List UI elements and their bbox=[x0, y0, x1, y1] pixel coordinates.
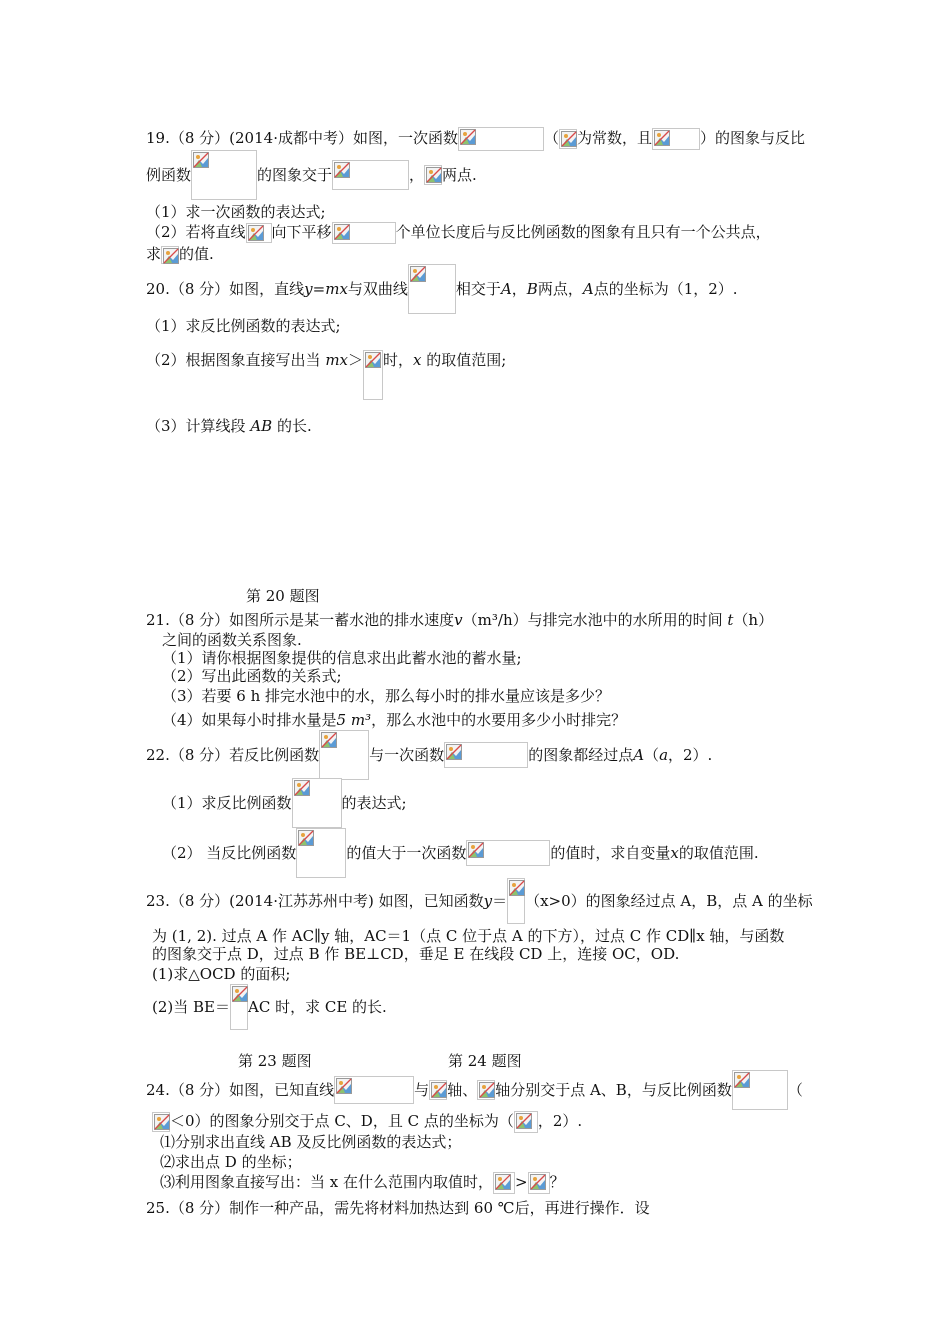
q24-text: ⑶利用图象直接写出：当 x 在什么范围内取值时， bbox=[160, 1173, 493, 1191]
q20-text: ， bbox=[511, 280, 527, 298]
q20-eq: y=mx bbox=[304, 280, 348, 298]
q24-text: （ bbox=[787, 1081, 803, 1099]
q20-text: 相交于 bbox=[455, 280, 501, 298]
q23-line1 bbox=[146, 878, 813, 924]
q19-text: （ bbox=[543, 129, 559, 147]
q19-text: 求 bbox=[146, 245, 162, 263]
q20-var: x bbox=[413, 351, 422, 369]
q23-text: （x>0）的图象经过点 A，B，点 A 的坐标 bbox=[525, 892, 813, 910]
formula-image bbox=[514, 1111, 538, 1133]
q23-line2: 为 (1, 2). 过点 A 作 AC∥y 轴，AC＝1（点 C 位于点 A 的下方），过点 C 作 CD∥x 轴，与函数 bbox=[152, 927, 785, 945]
q22-text: 的表达式; bbox=[341, 794, 407, 812]
broken-image-icon bbox=[426, 167, 442, 183]
q19-line1 bbox=[146, 127, 805, 151]
q24-text: 轴分别交于点 A、B，与反比例函数 bbox=[495, 1081, 732, 1099]
q22-var: x bbox=[670, 844, 679, 862]
q19-text: 向下平移 bbox=[271, 223, 332, 241]
broken-image-icon bbox=[154, 1114, 170, 1130]
formula-image bbox=[732, 1070, 788, 1110]
q20-text: ＞ bbox=[348, 351, 364, 369]
formula-image bbox=[334, 1076, 414, 1104]
q20-part1: （1）求反比例函数的表达式; bbox=[146, 317, 341, 335]
q19-part1: （1）求一次函数的表达式; bbox=[146, 203, 326, 221]
q22-var: A bbox=[633, 746, 645, 764]
q22-text: （1）求反比例函数 bbox=[162, 794, 292, 812]
q24-part1: ⑴分别求出直线 AB 及反比例函数的表达式； bbox=[160, 1133, 462, 1151]
q21-var: v bbox=[454, 611, 463, 629]
formula-image bbox=[458, 127, 544, 151]
q24-text: ，2）. bbox=[537, 1112, 583, 1130]
formula-image bbox=[191, 150, 257, 200]
broken-image-icon bbox=[561, 131, 577, 147]
formula-image bbox=[319, 730, 369, 780]
broken-image-icon bbox=[334, 224, 350, 240]
broken-image-icon bbox=[294, 780, 310, 796]
figure-caption: 第 20 题图 bbox=[246, 587, 320, 605]
q24-text: 24.（8 分）如图，已知直线 bbox=[146, 1081, 335, 1099]
q24-line2 bbox=[152, 1111, 582, 1133]
formula-image bbox=[466, 840, 550, 866]
q22-var: a bbox=[659, 746, 669, 764]
broken-image-icon bbox=[248, 225, 264, 241]
q21-text: （4）如果每小时排水量是 bbox=[162, 711, 337, 729]
formula-image bbox=[493, 1172, 515, 1194]
broken-image-icon bbox=[431, 1082, 447, 1098]
q19-part2 bbox=[146, 222, 771, 244]
broken-image-icon bbox=[334, 162, 350, 178]
q20-text: 的取值范围; bbox=[421, 351, 507, 369]
q23-text: ＝ bbox=[492, 892, 508, 910]
q20-var: B bbox=[526, 280, 538, 298]
q19-text: ）的图象与反比 bbox=[700, 129, 806, 147]
q23-text: AC 时，求 CE 的长. bbox=[248, 998, 387, 1016]
q22-text: 与一次函数 bbox=[369, 746, 445, 764]
formula-image bbox=[652, 128, 700, 150]
broken-image-icon bbox=[410, 266, 426, 282]
q20-var: A bbox=[582, 280, 594, 298]
q23-part1: (1)求△OCD 的面积; bbox=[152, 965, 291, 983]
q19-line2 bbox=[146, 150, 477, 200]
q20-text: （2）根据图象直接写出当 bbox=[146, 351, 326, 369]
formula-image bbox=[246, 223, 272, 243]
q19-text: ， bbox=[409, 166, 425, 184]
q20-part2 bbox=[146, 350, 506, 400]
formula-image bbox=[559, 129, 577, 149]
q22-part2 bbox=[162, 828, 759, 878]
q20-text: 时， bbox=[383, 351, 414, 369]
q21-line2: 之间的函数关系图象. bbox=[162, 631, 302, 649]
q19-text: 个单位长度后与反比例函数的图象有且只有一个公共点， bbox=[395, 223, 771, 241]
q19-text: 的值. bbox=[179, 245, 214, 263]
broken-image-icon bbox=[509, 880, 525, 896]
formula-image bbox=[332, 222, 396, 244]
formula-image bbox=[424, 165, 442, 185]
q24-text: > bbox=[515, 1173, 528, 1191]
q21-part1: （1）请你根据图象提供的信息求出此蓄水池的蓄水量; bbox=[162, 649, 522, 667]
q23-text: (2)当 BE＝ bbox=[152, 998, 230, 1016]
broken-image-icon bbox=[479, 1082, 495, 1098]
q22-text: 22.（8 分）若反比例函数 bbox=[146, 746, 320, 764]
q20-part3 bbox=[146, 416, 312, 436]
formula-image bbox=[363, 350, 383, 400]
formula-image bbox=[408, 264, 456, 314]
broken-image-icon bbox=[365, 352, 381, 368]
broken-image-icon bbox=[321, 732, 337, 748]
q20-text: 20.（8 分）如图，直线 bbox=[146, 280, 305, 298]
formula-image bbox=[444, 742, 528, 768]
formula-image bbox=[152, 1112, 170, 1132]
q20-text: 点的坐标为（1，2）. bbox=[593, 280, 738, 298]
q21-text: ，那么水池中的水要用多少小时排完？ bbox=[371, 711, 627, 729]
formula-image bbox=[507, 878, 525, 924]
q23-text: 23.（8 分）(2014·江苏苏州中考) 如图，已知函数 bbox=[146, 892, 484, 910]
formula-image bbox=[332, 160, 409, 190]
q22-line1 bbox=[146, 730, 712, 780]
q22-text: ，2）. bbox=[668, 746, 713, 764]
q19-text: 为常数，且 bbox=[576, 129, 652, 147]
formula-image bbox=[292, 778, 342, 828]
q21-line1 bbox=[146, 610, 773, 630]
q21-text: （h） bbox=[733, 611, 774, 629]
q22-text: 的值大于一次函数 bbox=[346, 844, 467, 862]
broken-image-icon bbox=[163, 248, 179, 264]
q23-line3: 的图象交于点 D，过点 B 作 BE⊥CD，垂足 E 在线段 CD 上，连接 OC，OD. bbox=[152, 945, 680, 963]
q20-line1 bbox=[146, 264, 738, 314]
q25-line1: 25.（8 分）制作一种产品，需先将材料加热达到 60 ℃后，再进行操作．设 bbox=[146, 1199, 650, 1217]
figure-caption: 第 24 题图 bbox=[448, 1052, 522, 1070]
q21-text: 21.（8 分）如图所示是某一蓄水池的排水速度 bbox=[146, 611, 455, 629]
q21-part2: （2）写出此函数的关系式; bbox=[162, 667, 342, 685]
q22-text: （ bbox=[644, 746, 660, 764]
q24-text: ＜0）的图象分别交于点 C、D，且 C 点的坐标为（ bbox=[170, 1112, 514, 1130]
q21-var: t bbox=[727, 611, 734, 629]
q24-text: 与 bbox=[414, 1081, 430, 1099]
q20-var: AB bbox=[250, 417, 273, 435]
q20-text: 两点， bbox=[537, 280, 583, 298]
q23-var: y bbox=[483, 892, 493, 910]
q22-text: （2） 当反比例函数 bbox=[162, 844, 297, 862]
broken-image-icon bbox=[298, 830, 314, 846]
broken-image-icon bbox=[232, 986, 248, 1002]
broken-image-icon bbox=[336, 1078, 352, 1094]
formula-image bbox=[230, 984, 248, 1030]
q22-part1 bbox=[162, 778, 407, 828]
formula-image bbox=[429, 1080, 447, 1100]
q19-text: 例函数 bbox=[146, 166, 192, 184]
q24-text: 轴、 bbox=[447, 1081, 478, 1099]
broken-image-icon bbox=[495, 1174, 511, 1190]
broken-image-icon bbox=[446, 744, 462, 760]
q22-text: 的值时，求自变量 bbox=[550, 844, 671, 862]
q20-var: A bbox=[500, 280, 512, 298]
q19-text: （2）若将直线 bbox=[146, 223, 246, 241]
broken-image-icon bbox=[530, 1174, 546, 1190]
broken-image-icon bbox=[654, 130, 670, 146]
q21-unit: （m³/h） bbox=[462, 611, 528, 629]
figure-caption: 第 23 题图 bbox=[238, 1052, 312, 1070]
q22-text: 的取值范围. bbox=[678, 844, 759, 862]
q19-text: 19.（8 分）(2014·成都中考）如图，一次函数 bbox=[146, 129, 458, 147]
broken-image-icon bbox=[460, 129, 476, 145]
q20-text: （3）计算线段 bbox=[146, 417, 251, 435]
q20-text: 与双曲线 bbox=[347, 280, 408, 298]
q19-text: 两点. bbox=[442, 166, 477, 184]
broken-image-icon bbox=[468, 842, 484, 858]
q21-var: 5 m³ bbox=[336, 711, 372, 729]
q19-text: 的图象交于 bbox=[257, 166, 333, 184]
q24-text: ？ bbox=[549, 1173, 565, 1191]
formula-image bbox=[528, 1172, 550, 1194]
formula-image bbox=[477, 1080, 495, 1100]
formula-image bbox=[296, 828, 346, 878]
q19-part2-cont bbox=[146, 244, 214, 264]
broken-image-icon bbox=[734, 1072, 750, 1088]
q23-part2 bbox=[152, 984, 387, 1030]
broken-image-icon bbox=[193, 152, 209, 168]
q24-part3 bbox=[160, 1172, 565, 1194]
q21-part3: （3）若要 6 h 排完水池中的水，那么每小时的排水量应该是多少？ bbox=[162, 687, 611, 705]
broken-image-icon bbox=[516, 1113, 532, 1129]
q20-text: 的长. bbox=[272, 417, 312, 435]
q21-text: 与排完水池中的水所用的时间 bbox=[527, 611, 728, 629]
q24-line1 bbox=[146, 1070, 803, 1110]
q24-part2: ⑵求出点 D 的坐标； bbox=[160, 1153, 302, 1171]
q21-part4 bbox=[162, 710, 626, 730]
q20-var: mx bbox=[325, 351, 349, 369]
q22-text: 的图象都经过点 bbox=[528, 746, 634, 764]
formula-image bbox=[161, 246, 179, 264]
